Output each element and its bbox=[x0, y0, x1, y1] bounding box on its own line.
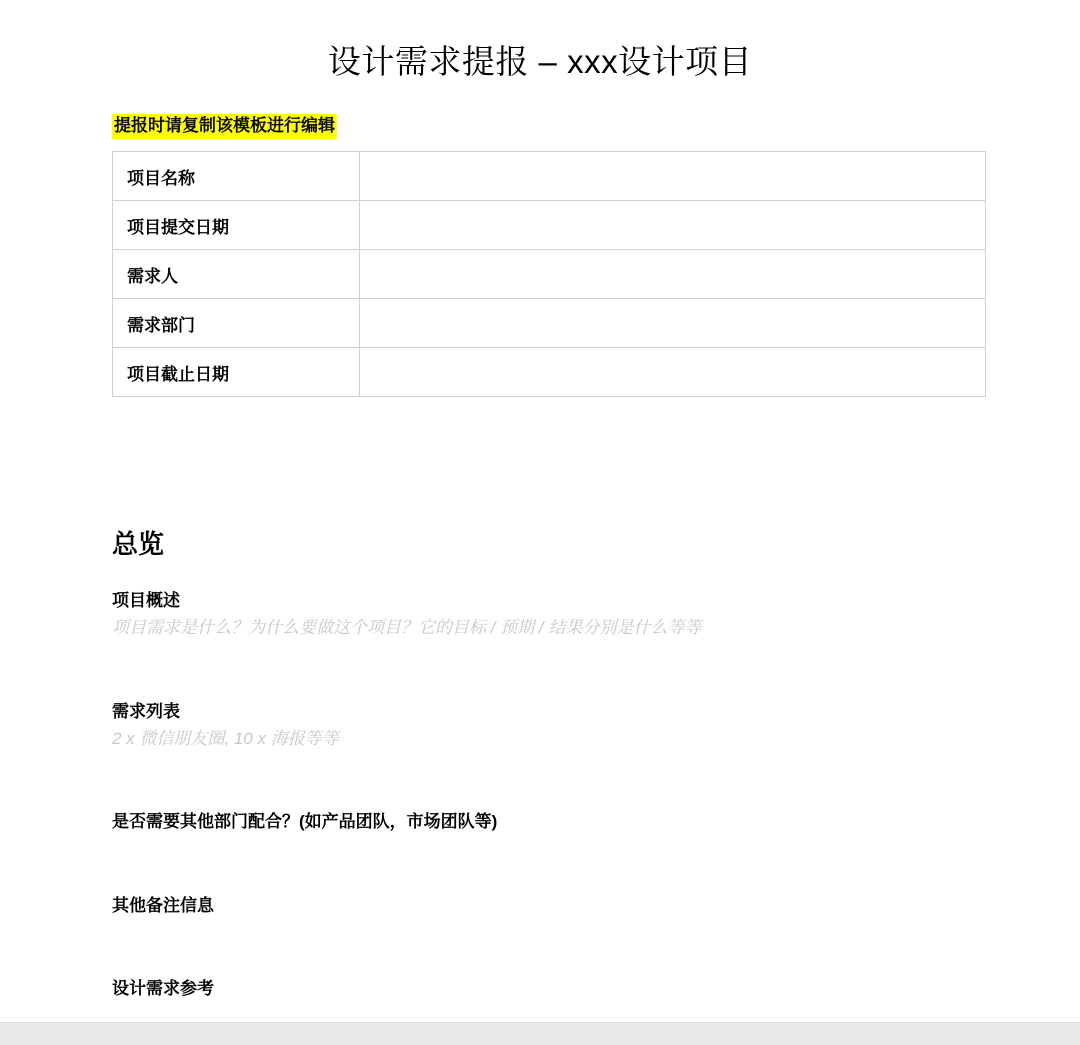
field-placeholder-project-overview[interactable]: 项目需求是什么？为什么要做这个项目？它的目标 / 预期 / 结果分别是什么等等 bbox=[112, 618, 702, 637]
table-cell-value[interactable] bbox=[360, 299, 986, 348]
table-cell-value[interactable] bbox=[360, 152, 986, 201]
table-cell-value[interactable] bbox=[360, 201, 986, 250]
table-row bbox=[113, 152, 986, 201]
table-cell-value[interactable] bbox=[360, 348, 986, 397]
table-row bbox=[113, 348, 986, 397]
note-row bbox=[0, 88, 1080, 139]
table-cell-value[interactable] bbox=[360, 250, 986, 299]
table-cell-label: 项目提交日期 bbox=[113, 201, 360, 250]
field-label-requirement-list: 需求列表 bbox=[112, 702, 180, 721]
table-cell-label: 需求部门 bbox=[113, 299, 360, 348]
field-placeholder-requirement-list[interactable]: 2 x 微信朋友圈, 10 x 海报等等 bbox=[112, 729, 339, 748]
table-row bbox=[113, 201, 986, 250]
section-heading-overview: 总览 bbox=[112, 529, 165, 559]
table-cell-label: 需求人 bbox=[113, 250, 360, 299]
table-cell-label: 项目名称 bbox=[113, 152, 360, 201]
project-info-table bbox=[112, 151, 986, 397]
bottom-bar bbox=[0, 1022, 1080, 1045]
table-row bbox=[113, 250, 986, 299]
field-label-other-notes: 其他备注信息 bbox=[112, 896, 214, 915]
page-title: 设计需求提报 – xxx设计项目 bbox=[327, 43, 753, 80]
field-label-design-reference: 设计需求参考 bbox=[112, 979, 214, 998]
table-cell-label: 项目截止日期 bbox=[113, 348, 360, 397]
highlighted-note: 提报时请复制该模板进行编辑 bbox=[112, 114, 337, 139]
field-label-project-overview: 项目概述 bbox=[112, 591, 180, 610]
table-row bbox=[113, 299, 986, 348]
field-label-other-department: 是否需要其他部门配合？(如产品团队，市场团队等) bbox=[112, 812, 498, 831]
